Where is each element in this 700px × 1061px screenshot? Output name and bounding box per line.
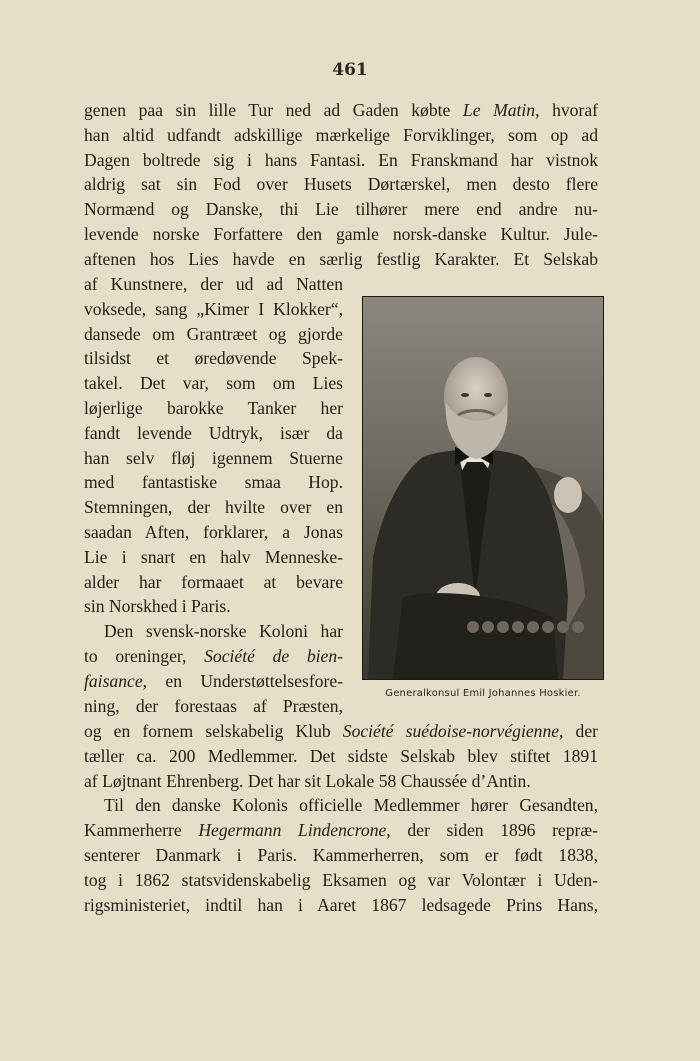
text-line (84, 644, 343, 669)
text-span: af Kunstnere, der ud ad Natten (84, 274, 343, 294)
text-line (84, 520, 343, 545)
text-block-left-of-photo (84, 272, 343, 718)
text-span: levende norske Forfattere den gamle norsk-danske Kultur. Jule- (84, 223, 598, 244)
text-span: Dagen boltrede sig i hans Fantasi. En Franskmand har vistnok (84, 149, 598, 170)
text-line (84, 322, 343, 347)
text-span: Kammerherre (84, 820, 199, 841)
text-span: Lie i snart en halv Menneske- (84, 546, 343, 567)
text-line (84, 297, 343, 322)
italic-span: Le Matin, (462, 100, 540, 120)
text-span: sin Norskhed i Paris. (84, 596, 231, 617)
text-line (84, 719, 598, 744)
text-span: tæller ca. 200 Medlemmer. Det sidste Selskab blev stiftet 1891 (84, 745, 598, 766)
text-line (84, 446, 343, 471)
text-span: der siden 1896 repræ- (390, 820, 598, 841)
text-span: saadan Aften, forklarer, a Jonas (84, 521, 343, 542)
text-span: Normænd og Danske, thi Lie tilhører mere end andre nu- (84, 199, 598, 220)
text-span: rigsministeriet, indtil han i Aaret 1867 ledsagede Prins Hans, (84, 894, 598, 915)
text-span: med fantastiske smaa Hop. (84, 472, 343, 493)
text-line (84, 619, 343, 644)
text-span: aftenen hos Lies havde en særlig festlig Karakter. Et Selskab (84, 248, 598, 269)
text-span: tilsidst et øredøvende Spek- (84, 348, 343, 369)
text-span: Til den danske Kolonis officielle Medlemmer hører Gesandten, (104, 795, 598, 816)
text-line (84, 744, 598, 769)
text-line (84, 421, 343, 446)
text-span: genen paa sin lille Tur ned ad Gaden købte (84, 100, 463, 120)
text-line (84, 669, 343, 694)
text-span: takel. Det var, som om Lies (84, 373, 343, 394)
text-line (84, 893, 598, 918)
page-number: 461 (332, 60, 368, 80)
italic-span: Société suédoise-norvégienne, (342, 721, 564, 741)
text-line (84, 868, 598, 893)
text-span: senterer Danmark i Paris. Kammerherren, som er født 1838, (84, 844, 598, 865)
text-line (84, 594, 343, 619)
text-span: der (563, 721, 598, 741)
text-span: alder har formaaet at bevare (84, 571, 343, 592)
text-span: voksede, sang „Kimer I Klokker“, (84, 298, 343, 319)
text-line (84, 843, 598, 868)
text-span: han selv fløj igennem Stuerne (84, 447, 343, 468)
text-block-top (84, 98, 598, 272)
text-span: tog i 1862 statsvidenskabelig Eksamen og var Volontær i Uden- (84, 869, 598, 890)
text-line (84, 545, 343, 570)
text-line (84, 123, 598, 148)
text-span: en Understøttelsesfore- (147, 670, 343, 691)
italic-span: Société de bien- (204, 645, 343, 666)
text-span: fandt levende Udtryk, især da (84, 422, 343, 443)
italic-span: Hegermann Lindencrone, (198, 820, 391, 841)
portrait-photo (362, 296, 604, 680)
text-line (84, 470, 343, 495)
text-line (84, 222, 598, 247)
text-span: ning, der forestaas af Præsten, (84, 695, 343, 716)
text-line (84, 570, 343, 595)
text-span: Stemningen, der hvilte over en (84, 497, 343, 518)
text-line (84, 172, 598, 197)
text-span: løjerlige barokke Tanker her (84, 397, 343, 418)
text-line (84, 495, 343, 520)
text-span: Den svensk-norske Koloni har (104, 621, 343, 642)
text-line (84, 247, 598, 272)
text-span: han altid udfandt adskillige mærkelige Forviklinger, som op ad (84, 124, 598, 145)
text-line (84, 148, 598, 173)
text-span: hvoraf (539, 100, 598, 120)
text-line (84, 793, 598, 818)
text-block-bottom (84, 719, 598, 917)
text-span: dansede om Grantræet og gjorde (84, 323, 343, 344)
photo-caption: Generalkonsul Emil Johannes Hoskier. (385, 688, 581, 699)
text-span: og en fornem selskabelig Klub (84, 721, 343, 741)
text-line (84, 272, 343, 297)
text-line (84, 818, 598, 843)
text-line (84, 396, 343, 421)
text-line (84, 371, 343, 396)
text-line (84, 197, 598, 222)
text-line (84, 346, 343, 371)
text-span: to oreninger, (84, 645, 205, 666)
text-span: aldrig sat sin Fod over Husets Dørtærskel, men desto flere (84, 174, 598, 195)
text-line (84, 769, 598, 794)
text-line (84, 98, 598, 123)
text-line (84, 694, 343, 719)
text-span: af Løjtnant Ehrenberg. Det har sit Lokale 58 Chaussée d’Antin. (84, 770, 531, 791)
italic-span: faisance, (84, 670, 148, 691)
